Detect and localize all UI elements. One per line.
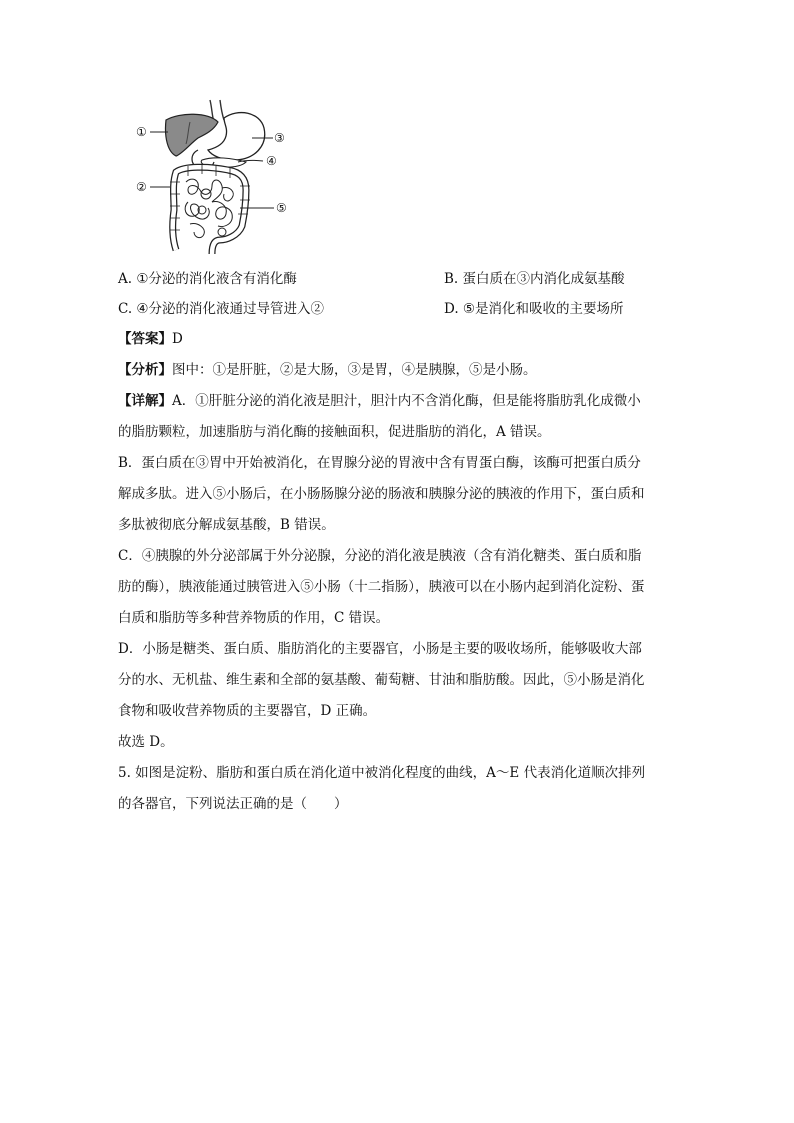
option-b: B. 蛋白质在③内消化成氨基酸: [444, 271, 625, 287]
solution-block: [118, 324, 678, 820]
figure-label-1: ①: [136, 125, 147, 139]
detail-d-line-3: 食物和吸收营养物质的主要器官，D 正确。: [118, 703, 377, 719]
figure-label-3: ③: [274, 131, 285, 145]
detail-b-line-2: 解成多肽。进入⑤小肠后，在小肠肠腺分泌的肠液和胰腺分泌的胰液的作用下，蛋白质和: [118, 486, 645, 502]
detail-tag: 【详解】: [118, 393, 172, 409]
detail-c-line-2: 肪的酶），胰液能通过胰管进入⑤小肠（十二指肠），胰液可以在小肠内起到消化淀粉、蛋: [118, 579, 645, 595]
figure-label-2: ②: [136, 180, 147, 194]
figure-label-5: ⑤: [276, 201, 287, 215]
analysis-text: 图中：①是肝脏，②是大肠，③是胃，④是胰腺，⑤是小肠。: [172, 362, 537, 378]
detail-a-line-1: [118, 386, 678, 417]
option-c: C. ④分泌的消化液通过导管进入②: [118, 301, 325, 317]
detail-a-text-1: A．①肝脏分泌的消化液是胆汁，胆汁内不含消化酶，但是能将脂肪乳化成微小: [172, 393, 641, 409]
answer-text: D: [172, 331, 183, 347]
question-5-line-1: 5. 如图是淀粉、脂肪和蛋白质在消化道中被消化程度的曲线，A～E 代表消化道顺次排列: [118, 765, 646, 781]
detail-c-line-1: C．④胰腺的外分泌部属于外分泌腺，分泌的消化液是胰液（含有消化糖类、蛋白质和脂: [118, 548, 642, 564]
detail-d-line-2: 分的水、无机盐、维生素和全部的氨基酸、葡萄糖、甘油和脂肪酸。因此，⑤小肠是消化: [118, 672, 645, 688]
option-a: A. ①分泌的消化液含有消化酶: [118, 271, 297, 287]
digestive-system-diagram: [128, 98, 298, 256]
detail-b-line-1: B．蛋白质在③胃中开始被消化，在胃腺分泌的胃液中含有胃蛋白酶，该酶可把蛋白质分: [118, 455, 641, 471]
digestive-system-figure: [128, 98, 298, 256]
answer-tag: 【答案】: [118, 331, 172, 347]
option-d: D. ⑤是消化和吸收的主要场所: [444, 301, 624, 317]
figure-label-4: ④: [266, 154, 277, 168]
detail-c-line-3: 白质和脂肪等多种营养物质的作用，C 错误。: [118, 610, 390, 626]
answer-line: [118, 324, 678, 355]
question-5-line-2: 的各器官，下列说法正确的是（ ）: [118, 796, 348, 812]
detail-a-line-2: 的脂肪颗粒，加速脂肪与消化酶的接触面积，促进脂肪的消化，A 错误。: [118, 424, 551, 440]
conclusion-line: 故选 D。: [118, 734, 174, 750]
detail-b-line-3: 多肽被彻底分解成氨基酸，B 错误。: [118, 517, 335, 533]
analysis-tag: 【分析】: [118, 362, 172, 378]
detail-d-line-1: D．小肠是糖类、蛋白质、脂肪消化的主要器官，小肠是主要的吸收场所，能够吸收大部: [118, 641, 642, 657]
analysis-line: [118, 355, 678, 386]
